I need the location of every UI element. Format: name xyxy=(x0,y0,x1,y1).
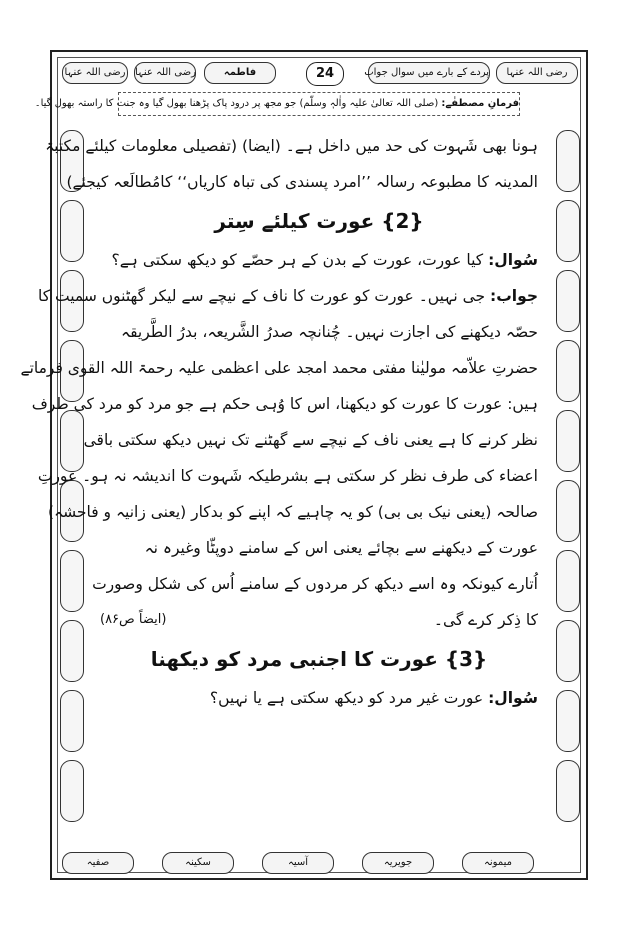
footer xyxy=(62,852,576,874)
body-line-11-text: کا ذِکر کرے گی۔ xyxy=(433,611,538,629)
answer-text: جی نہیں۔ عورت کو عورت کا ناف کے نیچے سے لیکر گھٹنوں سمیت کا xyxy=(37,287,486,305)
header-title: پردے کے بارے میں سوال جواب xyxy=(368,62,490,84)
notice-text: (صلی اللہ تعالیٰ علیہ واٰلہٖ وسلّم) جو مجھ پر درود پاک پڑھنا بھول گیا وہ جنت کا راستہ بھول گیا۔ xyxy=(34,98,439,109)
page-number: 24 xyxy=(306,62,344,86)
side-ornament-right xyxy=(556,130,580,192)
header-badge-right: رضی اللہ عنہا xyxy=(496,62,578,84)
answer-label: جواب: xyxy=(490,287,538,305)
side-ornament-right xyxy=(556,550,580,612)
header-badge-left: رضی اللہ عنہا xyxy=(62,62,128,84)
side-ornament-right xyxy=(556,270,580,332)
side-ornament-right xyxy=(556,340,580,402)
answer-1 xyxy=(37,278,538,314)
side-ornament-right xyxy=(556,620,580,682)
section-heading-2: {2} عورت کیلئے سِتر xyxy=(214,209,424,233)
footer-badge: میمونہ xyxy=(462,852,534,874)
footer-badge: صفیہ xyxy=(62,852,134,874)
side-ornament-right xyxy=(556,760,580,822)
body-line-3: حصّہ دیکھنے کی اجازت نہیں۔ چُنانچہ صدرُ الشَّریعہ، بدرُ الطَّریقہ xyxy=(121,323,538,341)
side-ornament-left xyxy=(60,550,84,612)
footer-badge: آسیہ xyxy=(262,852,334,874)
question-label: سُوال: xyxy=(488,689,538,707)
side-ornament-right xyxy=(556,480,580,542)
section-heading-3: {3} عورت کا اجنبی مرد کو دیکھنا xyxy=(150,647,488,671)
header-badge-ornament: رضی اللہ عنہا xyxy=(134,62,196,84)
body-line-10: اُتارے کیونکہ وہ اسے دیکھ کر مردوں کے سامنے اُس کی شکل وصورت xyxy=(92,575,538,593)
body-line-8: صالحہ (یعنی نیک بی بی) کو یہ چاہیے کہ اپنے کو بدکار (یعنی زانیہ و فاحشہ) xyxy=(47,503,538,521)
body-line-4: حضرتِ علاّمہ مولیٰنا مفتی محمد امجد علی اعظمی علیہ رحمۃ اللہ القوی فرماتے xyxy=(20,359,538,377)
body-line-5: ہیں: عورت کا عورت کو دیکھنا، اس کا وُہی حکم ہے جو مرد کو مرد کی طرف xyxy=(31,395,538,413)
side-ornament-left xyxy=(60,690,84,752)
side-ornament-right xyxy=(556,200,580,262)
header-badge-fatima: فاطمہ xyxy=(204,62,276,84)
footer-badge: جویریہ xyxy=(362,852,434,874)
durood-notice xyxy=(34,92,520,116)
side-ornament-right xyxy=(556,410,580,472)
side-ornament-left xyxy=(60,200,84,262)
reference-note: (ایضاً ص۸۶) xyxy=(100,612,167,627)
body-line-11 xyxy=(100,602,538,638)
notice-label: فرمانِ مصطفٰے: xyxy=(441,98,519,109)
body-line-1: ہونا بھی شَہوت کی حد میں داخل ہے۔ (ایضا) (تفصیلی معلومات کیلئے مکتبۃ xyxy=(45,137,538,155)
body-line-7: اعضاء کی طرف نظر کر سکتی ہے بشرطیکہ شَہوت کا اندیشہ نہ ہو۔ عورتِ xyxy=(37,467,538,485)
side-ornament-right xyxy=(556,690,580,752)
question-2 xyxy=(100,680,538,716)
side-ornament-left xyxy=(60,760,84,822)
body-line-2: المدینہ کا مطبوعہ رسالہ ’’امرد پسندی کی تباہ کاریاں‘‘ کامُطالَعہ کیجئے) xyxy=(66,173,538,191)
question-label: سُوال: xyxy=(488,251,538,269)
main-text xyxy=(20,128,538,716)
question-1 xyxy=(100,242,538,278)
footer-badge: سکینہ xyxy=(162,852,234,874)
body-line-9: عورت کے دیکھنے سے بچائے یعنی اس کے سامنے دوپٹّا وغیرہ نہ xyxy=(144,539,538,557)
body-line-6: نظر کرنے کا ہے یعنی ناف کے نیچے سے گھٹنے تک نہیں دیکھ سکتی باقی xyxy=(83,431,538,449)
side-ornament-left xyxy=(60,620,84,682)
question-text: عورت غیر مرد کو دیکھ سکتی ہے یا نہیں؟ xyxy=(209,689,484,707)
question-text: کیا عورت، عورت کے بدن کے ہر حصّے کو دیکھ سکتی ہے؟ xyxy=(111,251,484,269)
